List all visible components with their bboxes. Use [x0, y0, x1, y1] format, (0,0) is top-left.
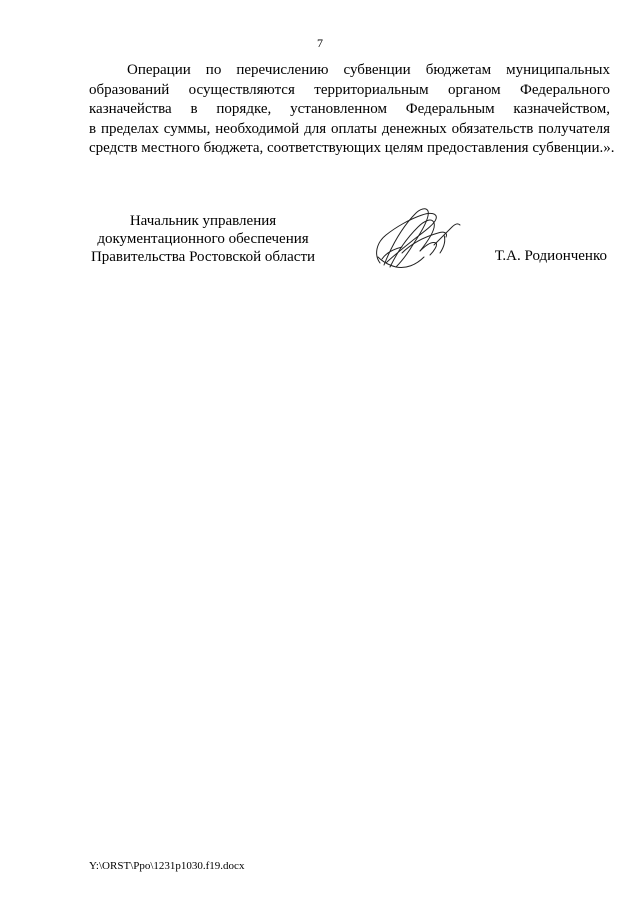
page-number: 7 [317, 36, 323, 50]
position-line: Правительства Ростовской области [90, 249, 316, 265]
handwritten-signature-icon [372, 205, 462, 275]
signer-name: Т.А. Родионченко [494, 248, 607, 264]
paragraph-line: в пределах суммы, необходимой для оплаты денежных обязательств получателя [89, 120, 610, 137]
footer-file-path: Y:\ORST\Ppo\1231p1030.f19.docx [89, 860, 245, 872]
paragraph-line: средств местного бюджета, соответствующих целям предоставления субвенции.». [89, 140, 615, 156]
paragraph-line: образований осуществляются территориальным органом Федерального [89, 81, 610, 98]
position-line: документационного обеспечения [97, 231, 309, 247]
position-line: Начальник управления [129, 213, 277, 229]
paragraph-line: Операции по перечислению субвенции бюджетам муниципальных [127, 62, 610, 78]
signer-position [87, 212, 319, 266]
body-paragraph [89, 61, 615, 159]
paragraph-line: казначейства в порядке, установленном Федеральным казначейством, [89, 101, 610, 117]
